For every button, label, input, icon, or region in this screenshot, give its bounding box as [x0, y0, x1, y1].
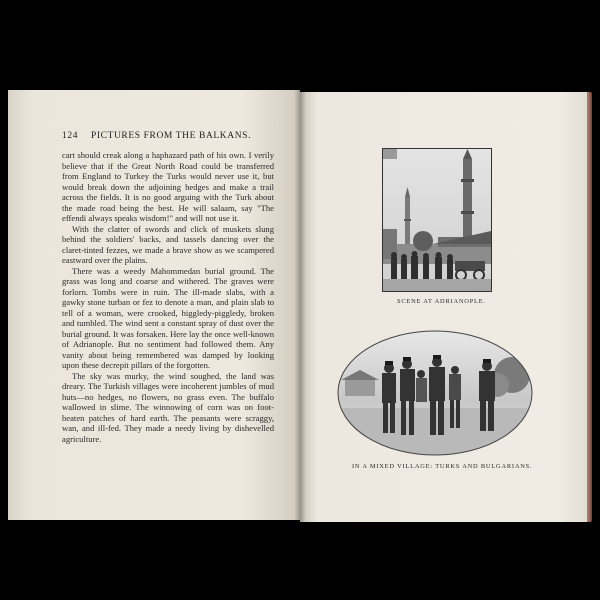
- village-group-illustration: [337, 330, 533, 456]
- adrianople-scene-illustration: [383, 149, 491, 291]
- paragraph: With the clatter of swords and click of muskets slung behind the soldiers' backs, and tassels dancing over the claret-tinted fezzes, we made a brave show as we scampered eastward over the plains.: [62, 223, 274, 265]
- caption-bottom: IN A MIXED VILLAGE: TURKS AND BULGARIANS.: [352, 463, 533, 470]
- page-number: 124: [62, 131, 79, 141]
- paragraph: cart should creak along a haphazard path of his own. I verily believe that if the Great North Road could be transferred from England to Turkey the Turks would never use it, but would break down the adjoining hedges and make a trail across the fields. It is no good arguing with the Turk about the made road being the best. He will salaam, say "The effendi always speaks wisdom!" and will not use it.: [62, 150, 274, 223]
- book-gutter: [294, 90, 306, 522]
- caption-top: SCENE AT ADRIANOPLE.: [397, 298, 486, 305]
- paragraph: The sky was murky, the wind soughed, the land was dreary. The Turkish villages were incoherent jumbles of mud huts—no hedges, no flowers, no grass even. The buffalo wallowed in slime. The winnowing of corn was on foot-beaten patches of hard earth. The peasants were scraggy, wan, and ill-fed. They made a needy living by dishevelled agriculture.: [62, 370, 274, 444]
- running-head-title: PICTURES FROM THE BALKANS.: [90, 131, 252, 141]
- paragraph: There was a weedy Mahommedan burial ground. The grass was long and coarse and withered. The graves were forlorn. Tombs were in ruin. The ill-made slabs, with a gawky stone turban or fez to denote a man, and plain slab to tell of a woman, were crooked, higgledy-piggledy, broken and tumbled. The wind sent a constant spray of dust over the burial ground. It was forsaken. Here lay the once well-known of Adrianople. But no sentiment had followed them. Any vanity about being remembered was damped by looking upon these decrepit pillars of the forgotten.: [62, 265, 274, 370]
- photo-adrianople-scene: [382, 148, 492, 292]
- running-head: [62, 131, 272, 141]
- photo-village-group: [337, 330, 533, 456]
- body-text: [62, 150, 274, 444]
